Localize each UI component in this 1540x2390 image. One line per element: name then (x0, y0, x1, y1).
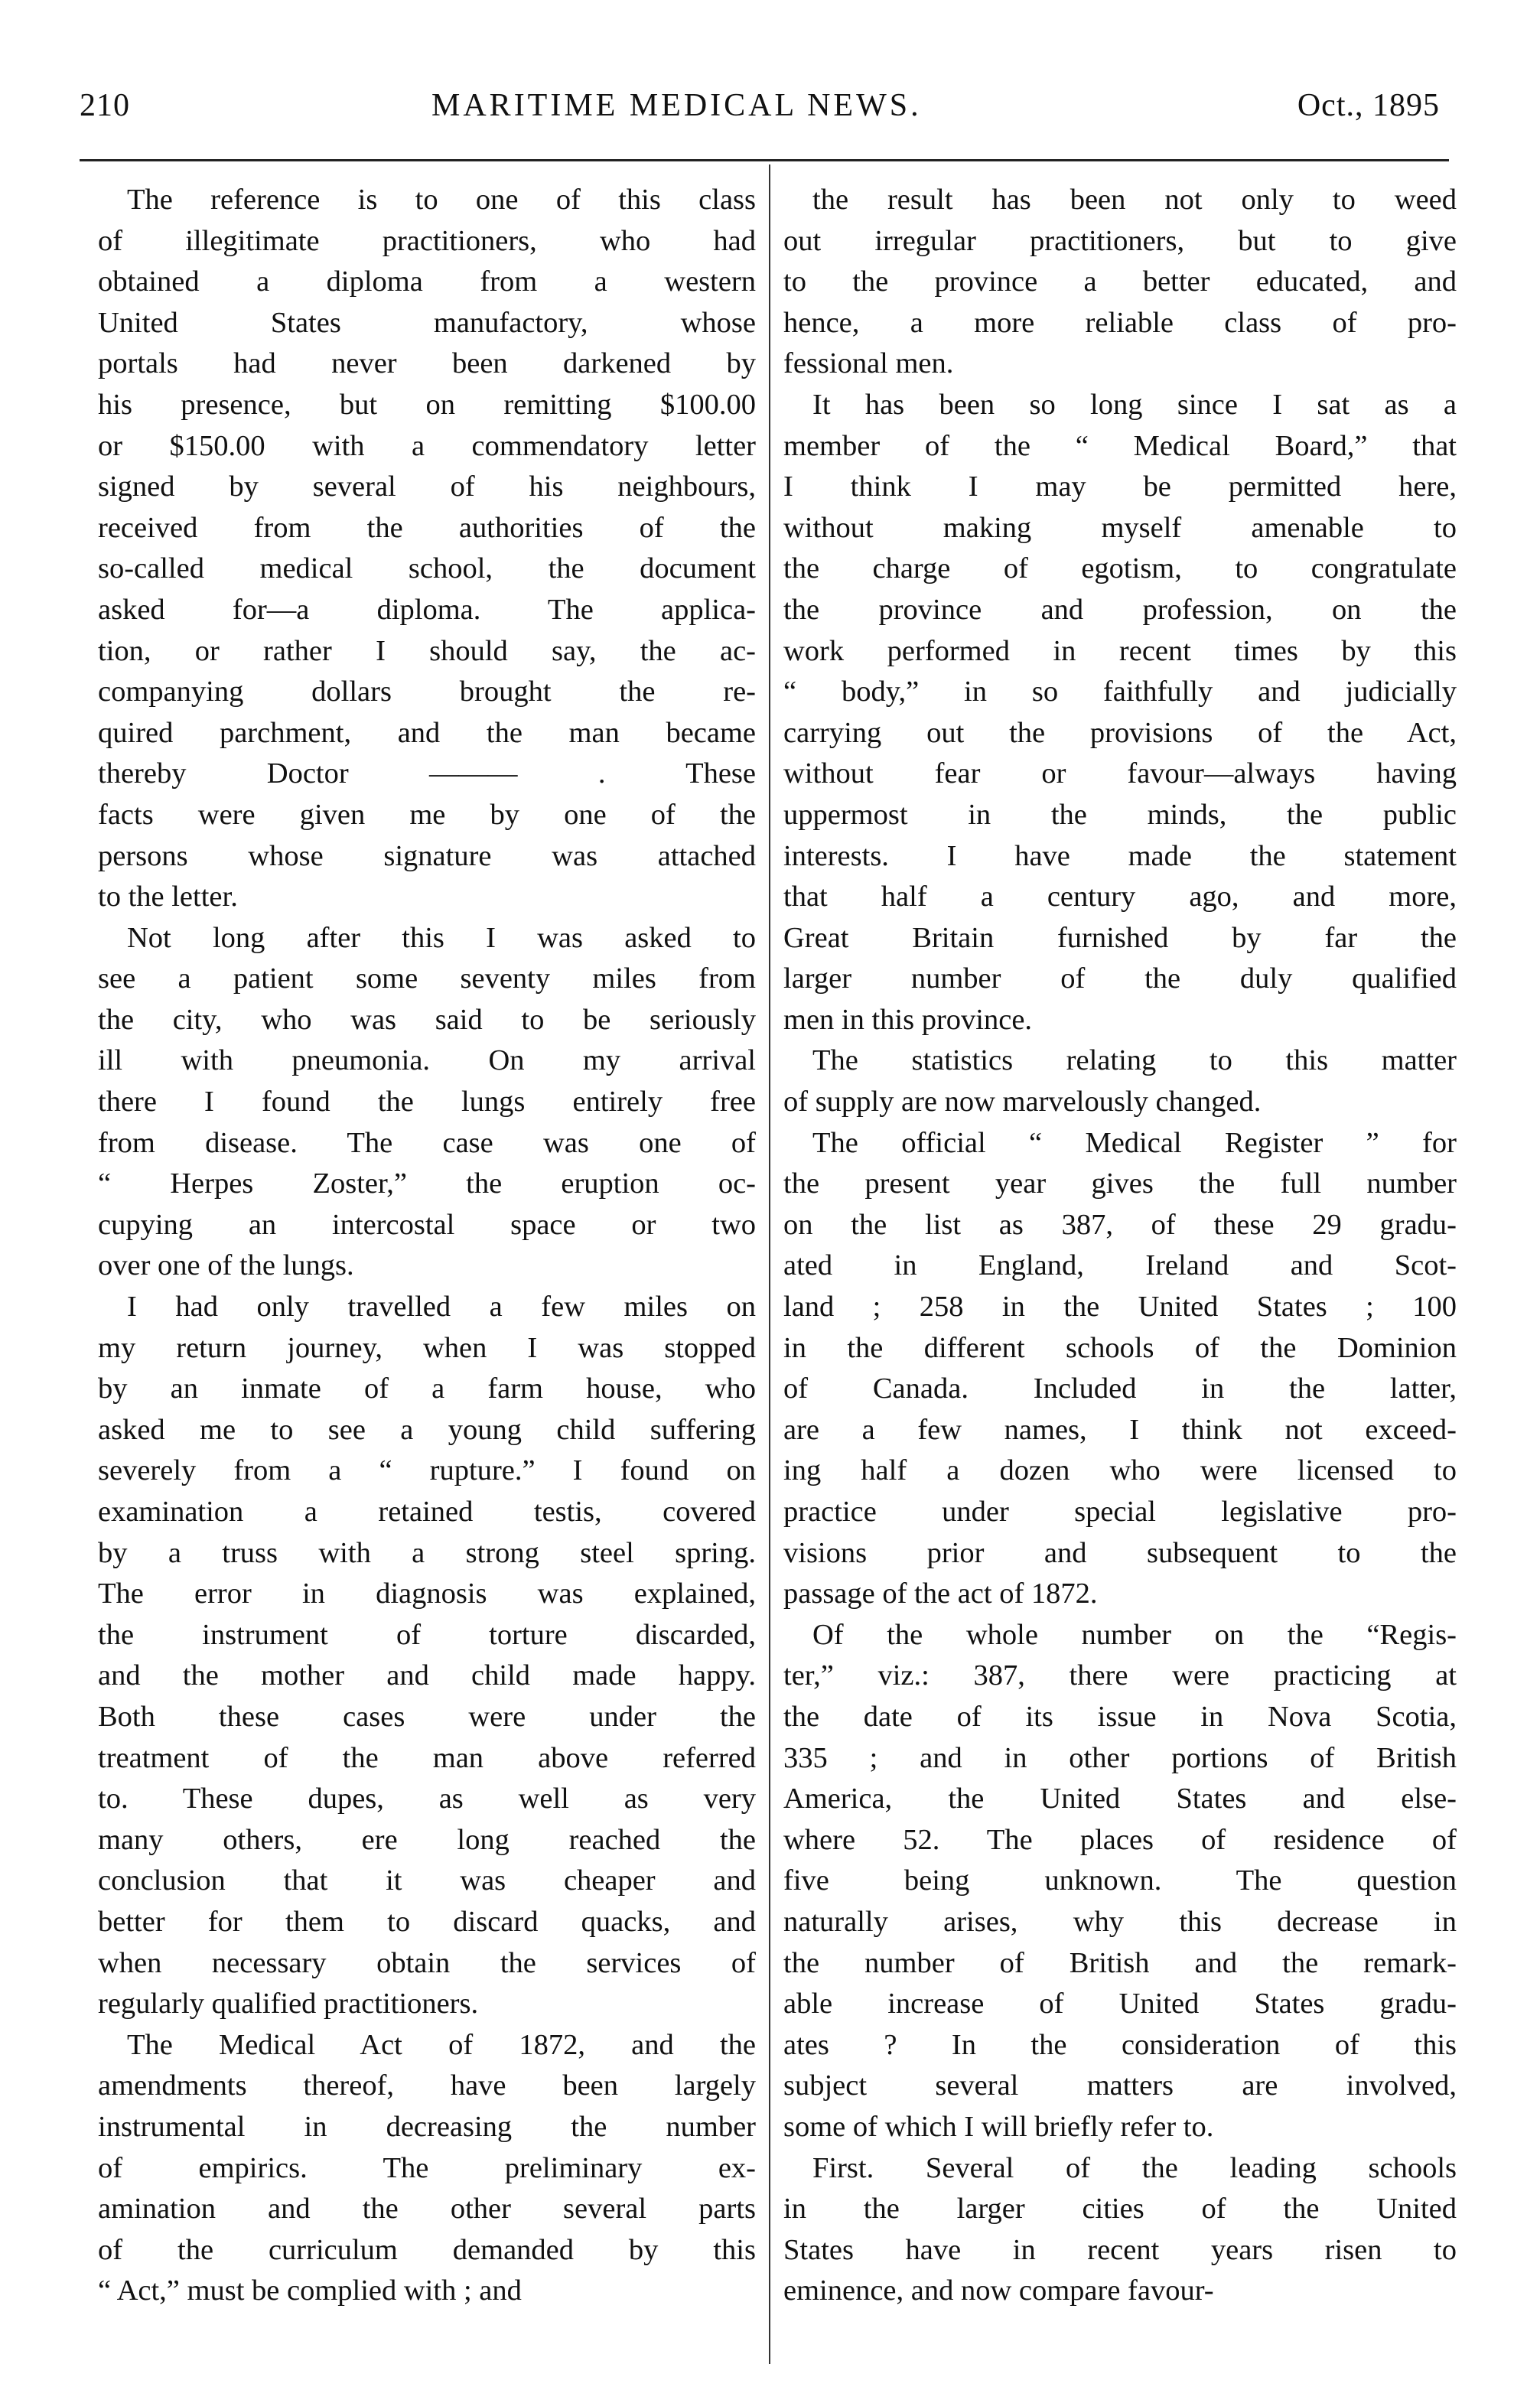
text-line: the city, who was said to be seriously (98, 1003, 756, 1036)
text-line: to the province a better educated, and (783, 265, 1457, 298)
text-line: out irregular practitioners, but to give (783, 224, 1457, 257)
text-line: many others, ere long reached the (98, 1823, 756, 1856)
text-line: America, the United States and else- (783, 1783, 1457, 1815)
text-line: “ body,” in so faithfully and judicially (783, 676, 1457, 708)
text-line: from disease. The case was one of (98, 1126, 756, 1159)
text-line: regularly qualified practitioners. (98, 1988, 479, 2020)
text-line: asked for—a diploma. The applica- (98, 593, 756, 626)
text-line: men in this province. (783, 1003, 1033, 1036)
text-line: the present year gives the full number (783, 1167, 1457, 1200)
text-line: that half a century ago, and more, (783, 881, 1457, 913)
text-line: where 52. The places of residence of (783, 1823, 1457, 1856)
text-line: able increase of United States gradu- (783, 1988, 1457, 2020)
text-line: obtained a diploma from a western (98, 265, 756, 298)
text-line: are a few names, I think not exceed- (783, 1413, 1457, 1446)
text-line: ates ? In the consideration of this (783, 2028, 1457, 2061)
text-line: persons whose signature was attached (98, 839, 756, 872)
text-line: of empirics. The preliminary ex- (98, 2151, 756, 2184)
text-line: better for them to discard quacks, and (98, 1905, 756, 1938)
paragraph (783, 1123, 1457, 1615)
text-line: uppermost in the minds, the public (783, 798, 1457, 831)
text-line: received from the authorities of the (98, 511, 756, 544)
text-line: of illegitimate practitioners, who had (98, 224, 756, 257)
text-line: there I found the lungs entirely free (98, 1086, 756, 1118)
text-line: severely from a “ rupture.” I found on (98, 1454, 756, 1487)
text-line: companying dollars brought the re- (98, 676, 756, 708)
text-line: instrumental in decreasing the number (98, 2110, 756, 2143)
text-line: the number of British and the remark- (783, 1946, 1457, 1979)
paragraph (98, 1287, 756, 2025)
text-line: so-called medical school, the document (98, 552, 756, 585)
text-line: asked me to see a young child suffering (98, 1413, 756, 1446)
text-line: ing half a dozen who were licensed to (783, 1454, 1457, 1487)
text-line: “ Herpes Zoster,” the eruption oc- (98, 1167, 756, 1200)
text-line: carrying out the provisions of the Act, (783, 716, 1457, 749)
text-line: cupying an intercostal space or two (98, 1208, 756, 1241)
text-line: hence, a more reliable class of pro- (783, 306, 1457, 339)
text-line: tion, or rather I should say, the ac- (98, 634, 756, 667)
paragraph (98, 180, 756, 918)
text-line: over one of the lungs. (98, 1249, 354, 1282)
text-line: I think I may be permitted here, (783, 471, 1457, 503)
text-line: The reference is to one of this class (127, 184, 756, 216)
text-line: the instrument of torture discarded, (98, 1618, 756, 1651)
text-line: in the different schools of the Dominion (783, 1331, 1457, 1364)
paragraph (98, 918, 756, 1287)
text-line: visions prior and subsequent to the (783, 1536, 1457, 1569)
text-line: interests. I have made the statement (783, 839, 1457, 872)
text-line: facts were given me by one of the (98, 798, 756, 831)
text-line: ill with pneumonia. On my arrival (98, 1044, 756, 1077)
text-line: to the letter. (98, 881, 238, 913)
text-line: signed by several of his neighbours, (98, 471, 756, 503)
text-line: The official “ Medical Register ” for (812, 1126, 1457, 1159)
text-line: Of the whole number on the “Regis- (812, 1618, 1457, 1651)
text-line: in the larger cities of the United (783, 2193, 1457, 2226)
text-line: The error in diagnosis was explained, (98, 1578, 756, 1610)
issue-date: Oct., 1895 (1297, 88, 1440, 123)
text-line: see a patient some seventy miles from (98, 962, 756, 995)
text-line: portals had never been darkened by (98, 347, 756, 380)
paragraph (783, 1040, 1457, 1122)
text-line: of the curriculum demanded by this (98, 2233, 756, 2266)
paragraph (783, 1615, 1457, 2148)
text-line: land ; 258 in the United States ; 100 (783, 1291, 1457, 1324)
text-line: Both these cases were under the (98, 1700, 756, 1733)
text-line: “ Act,” must be complied with ; and (98, 2274, 522, 2307)
text-line: on the list as 387, of these 29 gradu- (783, 1208, 1457, 1241)
text-line: 335 ; and in other portions of British (783, 1741, 1457, 1774)
text-line: by an inmate of a farm house, who (98, 1372, 756, 1405)
text-line: larger number of the duly qualified (783, 962, 1457, 995)
page-number: 210 (80, 88, 130, 123)
text-line: amination and the other several parts (98, 2193, 756, 2226)
text-line: the result has been not only to weed (812, 184, 1457, 216)
text-line: amendments thereof, have been largely (98, 2069, 756, 2102)
text-line: treatment of the man above referred (98, 1741, 756, 1774)
paragraph (783, 180, 1457, 385)
text-line: or $150.00 with a commendatory letter (98, 429, 756, 462)
text-line: Great Britain furnished by far the (783, 921, 1457, 954)
text-line: his presence, but on remitting $100.00 (98, 388, 756, 421)
running-title: MARITIME MEDICAL NEWS. (431, 88, 922, 123)
text-line: practice under special legislative pro- (783, 1496, 1457, 1528)
text-line: States have in recent years risen to (783, 2233, 1457, 2266)
text-line: and the mother and child made happy. (98, 1659, 756, 1692)
text-line: my return journey, when I was stopped (98, 1331, 756, 1364)
text-line: when necessary obtain the services of (98, 1946, 756, 1979)
right-column (783, 180, 1457, 2312)
text-line: to. These dupes, as well as very (98, 1783, 756, 1815)
text-line: member of the “ Medical Board,” that (783, 429, 1457, 462)
text-line: the date of its issue in Nova Scotia, (783, 1700, 1457, 1733)
text-line: ated in England, Ireland and Scot- (783, 1249, 1457, 1282)
text-line: ter,” viz.: 387, there were practicing at (783, 1659, 1457, 1692)
text-line: subject several matters are involved, (783, 2069, 1457, 2102)
text-line: quired parchment, and the man became (98, 716, 756, 749)
page-header (80, 87, 1449, 133)
text-line: The Medical Act of 1872, and the (127, 2028, 756, 2061)
text-line: It has been so long since I sat as a (812, 388, 1457, 421)
text-line: the charge of egotism, to congratulate (783, 552, 1457, 585)
text-line: fessional men. (783, 347, 954, 380)
header-rule (80, 159, 1449, 161)
paragraph (783, 2148, 1457, 2312)
text-line: conclusion that it was cheaper and (98, 1864, 756, 1897)
text-line: some of which I will briefly refer to. (783, 2110, 1214, 2143)
text-line: Not long after this I was asked to (127, 921, 756, 954)
text-line: thereby Doctor ——— . These (98, 757, 756, 790)
text-line: naturally arises, why this decrease in (783, 1905, 1457, 1938)
text-line: of supply are now marvelously changed. (783, 1086, 1262, 1118)
text-line: work performed in recent times by this (783, 634, 1457, 667)
text-line: passage of the act of 1872. (783, 1578, 1098, 1610)
text-line: United States manufactory, whose (98, 306, 756, 339)
text-line: The statistics relating to this matter (812, 1044, 1457, 1077)
column-divider (769, 164, 770, 2364)
text-line: eminence, and now compare favour- (783, 2274, 1214, 2307)
left-column (98, 180, 756, 2312)
text-line: without fear or favour—always having (783, 757, 1457, 790)
text-line: First. Several of the leading schools (812, 2151, 1457, 2184)
paragraph (783, 385, 1457, 1041)
paragraph (98, 2025, 756, 2312)
text-line: by a truss with a strong steel spring. (98, 1536, 756, 1569)
text-line: without making myself amenable to (783, 511, 1457, 544)
text-line: examination a retained testis, covered (98, 1496, 756, 1528)
text-line: I had only travelled a few miles on (127, 1291, 756, 1324)
text-line: of Canada. Included in the latter, (783, 1372, 1457, 1405)
text-line: five being unknown. The question (783, 1864, 1457, 1897)
text-line: the province and profession, on the (783, 593, 1457, 626)
